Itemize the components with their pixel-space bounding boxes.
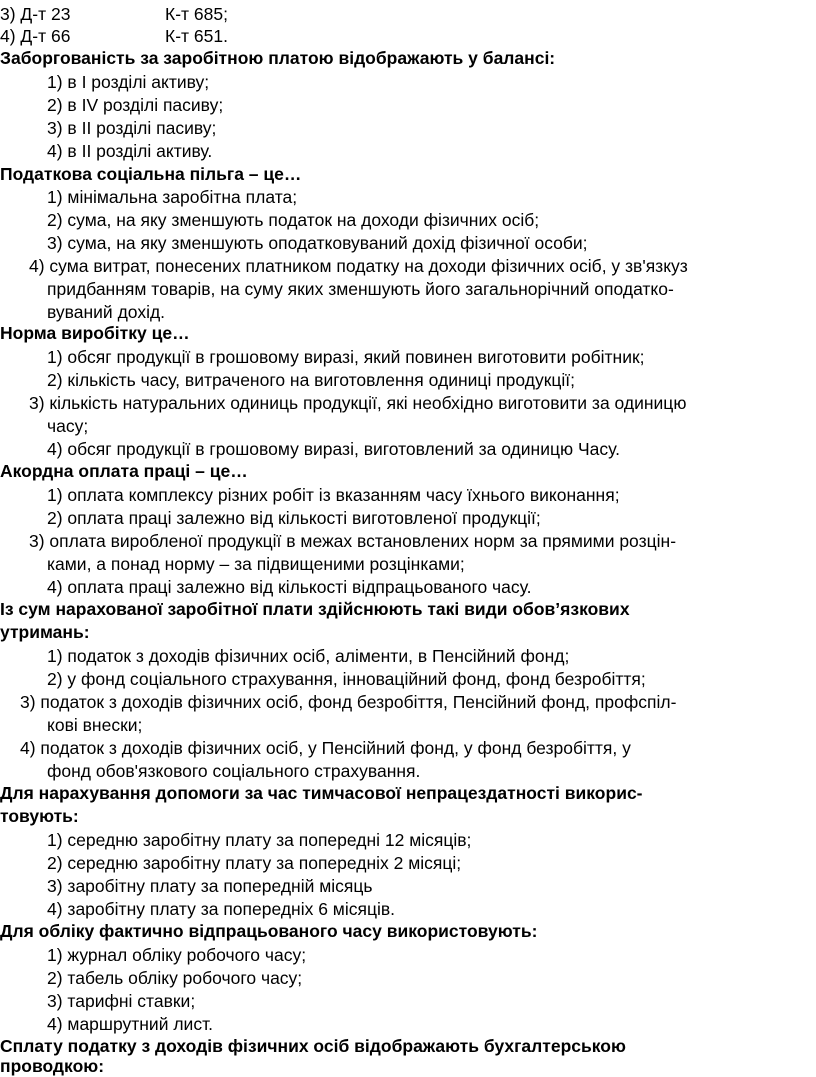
answer-row — [0, 3, 70, 25]
question-title-continuation: утримань: — [0, 622, 90, 642]
option: 2) у фонд соціального страхування, інноваційний фонд, фонд безробіття; — [47, 669, 646, 689]
option: 3) в II розділі пасиву; — [47, 118, 217, 138]
option-continuation: придбанням товарів, на суму яких зменшують його загальнорічний оподатко- — [47, 279, 674, 299]
option: 4) в II розділі активу. — [47, 141, 213, 161]
question-title: Норма виробітку це… — [0, 323, 190, 343]
answer-debit: 4) Д-т 66 — [0, 26, 71, 46]
option: 4) оплата праці залежно від кількості відпрацьованого часу. — [47, 577, 532, 597]
option: 3) сума, на яку зменшують оподатковуваний дохід фізичної особи; — [47, 233, 588, 253]
option: 2) середню заробітну плату за попередніх 2 місяці; — [47, 853, 462, 873]
answer-credit: К-т 685; — [165, 4, 228, 24]
option-continuation: часу; — [47, 416, 89, 436]
question-title: Сплату податку з доходів фізичних осіб відображають бухгалтерською — [0, 1036, 626, 1056]
question-title: Податкова соціальна пільга – це… — [0, 164, 302, 184]
question-title: Для обліку фактично відпрацьованого часу використовують: — [0, 921, 538, 941]
question-title: Заборгованість за заробітною платою відображають у балансі: — [0, 48, 556, 68]
option-continuation: кові внески; — [47, 715, 143, 735]
option-continuation: фонд обов'язкового соціального страхування. — [47, 761, 421, 781]
option: 1) податок з доходів фізичних осіб, аліменти, в Пенсійний фонд; — [47, 646, 570, 666]
option: 3) податок з доходів фізичних осіб, фонд безробіття, Пенсійний фонд, профспіл- — [20, 692, 677, 712]
option: 3) тарифні ставки; — [47, 991, 196, 1011]
option-continuation: вуваний дохід. — [47, 302, 166, 322]
option: 4) заробітну плату за попередніх 6 місяців. — [47, 899, 396, 919]
question-title: Для нарахування допомоги за час тимчасової непрацездатності викорис- — [0, 783, 643, 803]
option: 1) оплата комплексу різних робіт із вказанням часу їхнього виконання; — [47, 485, 620, 505]
option: 4) сума витрат, понесених платником податку на доходи фізичних осіб, у зв'язкуз — [29, 256, 688, 276]
option: 1) обсяг продукції в грошовому виразі, який повинен виготовити робітник; — [47, 347, 645, 367]
option: 3) кількість натуральних одиниць продукції, які необхідно виготовити за одиницю — [29, 393, 687, 413]
option: 1) журнал обліку робочого часу; — [47, 945, 307, 965]
option: 4) обсяг продукції в грошовому виразі, виготовлений за одиницю Часу. — [47, 439, 620, 459]
option: 2) табель обліку робочого часу; — [47, 968, 303, 988]
option: 2) сума, на яку зменшують податок на доходи фізичних осіб; — [47, 210, 540, 230]
option: 1) мінімальна заробітна плата; — [47, 187, 298, 207]
option: 2) кількість часу, витраченого на виготовлення одиниці продукції; — [47, 370, 576, 390]
option-continuation: ками, а понад норму – за підвищеними розцінками; — [47, 554, 465, 574]
option: 3) заробітну плату за попередній місяць — [47, 876, 373, 896]
option: 3) оплата виробленої продукції в межах встановлених норм за прямими розцін- — [29, 531, 677, 551]
option: 4) податок з доходів фізичних осіб, у Пенсійний фонд, у фонд безробіття, у — [20, 738, 631, 758]
answer-credit: К-т 651. — [165, 26, 228, 46]
option: 2) в IV розділі пасиву; — [47, 95, 224, 115]
option: 1) в І розділі активу; — [47, 72, 210, 92]
question-title: Із сум нарахованої заробітної плати здійснюють такі види обов’язкових — [0, 599, 630, 619]
option: 4) маршрутний лист. — [47, 1014, 214, 1034]
option: 1) середню заробітну плату за попередні 12 місяців; — [47, 830, 472, 850]
answer-debit: 3) Д-т 23 — [0, 4, 71, 24]
question-title: Акордна оплата праці – це… — [0, 461, 248, 481]
option: 2) оплата праці залежно від кількості виготовленої продукції; — [47, 508, 541, 528]
question-title-continuation: товують: — [0, 806, 79, 826]
question-title-continuation: проводкою: — [0, 1056, 105, 1076]
